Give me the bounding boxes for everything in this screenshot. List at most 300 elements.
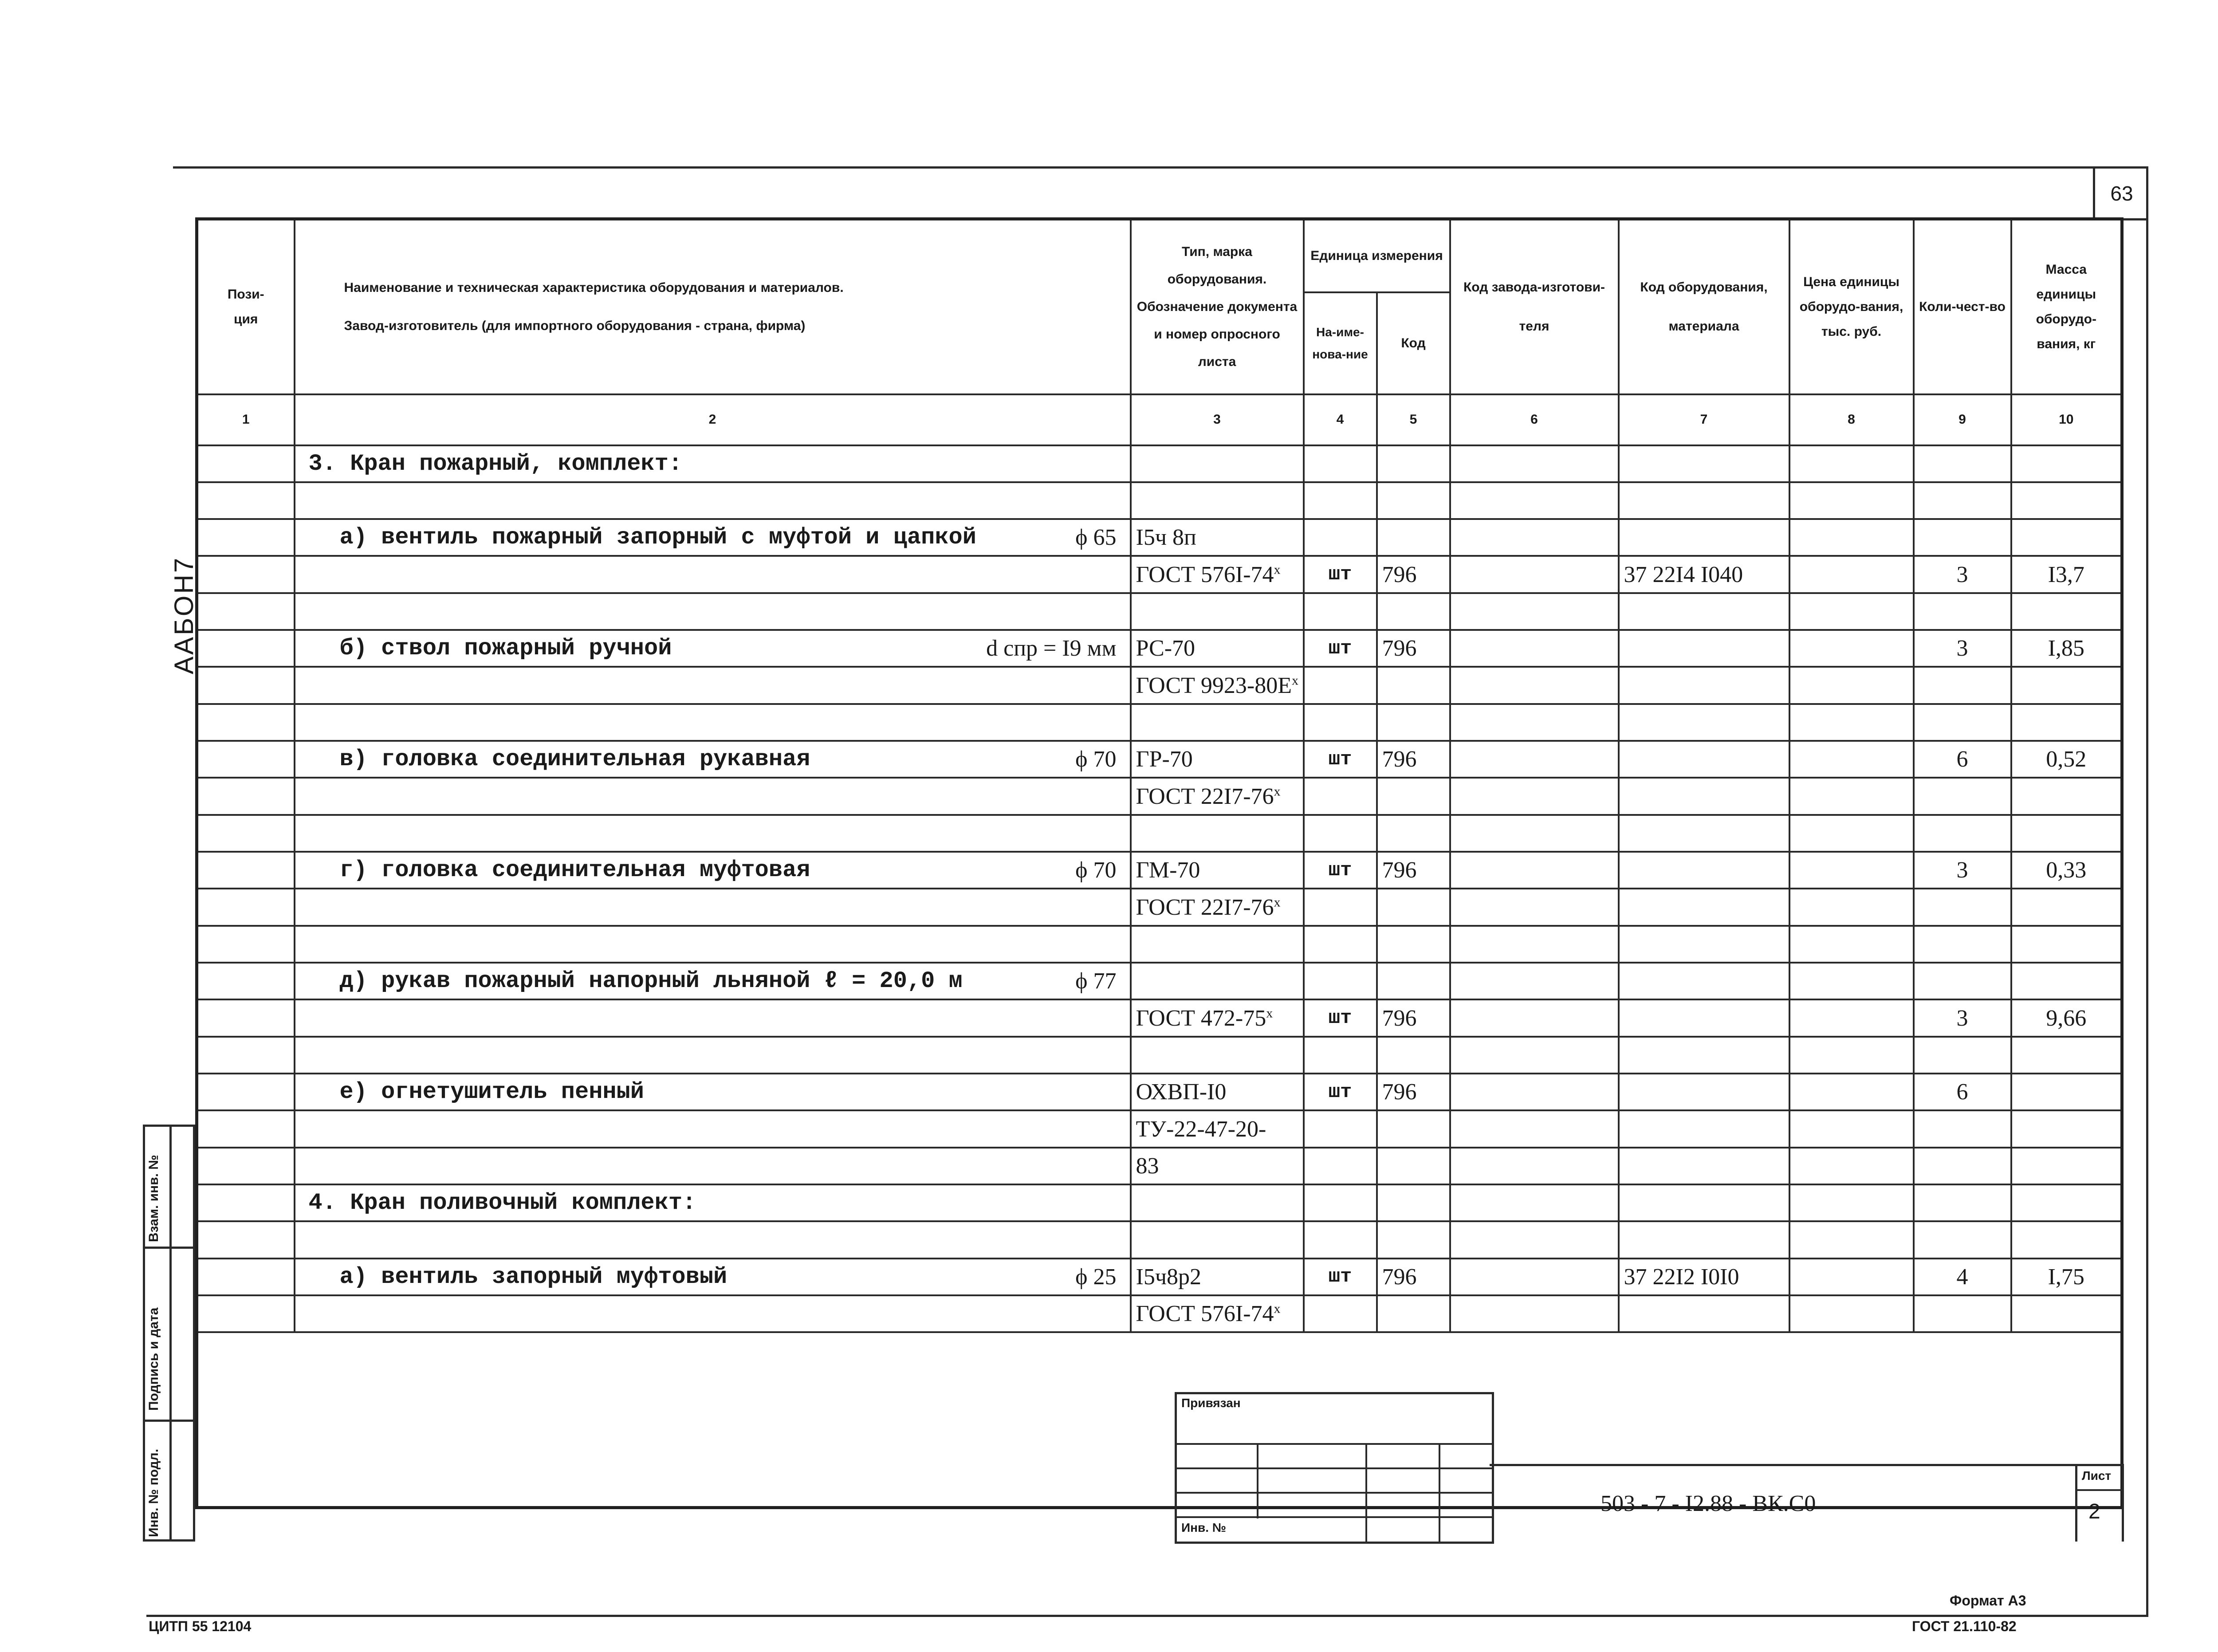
cell-name bbox=[295, 963, 1131, 999]
cell-name bbox=[295, 630, 1131, 667]
album-code: ААБОН7 bbox=[169, 556, 199, 674]
cell-unit-code: 796 bbox=[1377, 1259, 1450, 1295]
cell-price bbox=[1789, 1184, 1914, 1221]
stamp-designation: 503 - 7 - I2.88 - ВК.С0 bbox=[1601, 1491, 1816, 1516]
item-dimension: ϕ 70 bbox=[1075, 747, 1117, 772]
cell-equipment-code bbox=[1619, 630, 1789, 667]
cell-position bbox=[197, 667, 295, 704]
cell-quantity bbox=[1914, 815, 2011, 852]
cell-equipment-code bbox=[1619, 963, 1789, 999]
cell-mass bbox=[2011, 815, 2122, 852]
cell-unit-name: шт bbox=[1304, 556, 1377, 593]
table-row bbox=[197, 667, 2122, 704]
cell-position bbox=[197, 1110, 295, 1147]
cell-manufacturer-code bbox=[1450, 852, 1619, 889]
cell-price bbox=[1789, 1037, 1914, 1074]
cell-name bbox=[295, 1148, 1131, 1184]
colnum-8: 8 bbox=[1789, 394, 1914, 445]
cell-unit-code: 796 bbox=[1377, 741, 1450, 778]
item-type-superscript: x bbox=[1274, 784, 1281, 799]
cell-name bbox=[295, 1259, 1131, 1295]
cell-price bbox=[1789, 1110, 1914, 1147]
cell-equipment-code bbox=[1619, 1148, 1789, 1184]
cell-price bbox=[1789, 519, 1914, 556]
cell-mass bbox=[2011, 1074, 2122, 1110]
cell-manufacturer-code bbox=[1450, 1148, 1619, 1184]
colnum-5: 5 bbox=[1377, 394, 1450, 445]
item-dimension: ϕ 77 bbox=[1075, 968, 1117, 994]
table-row bbox=[197, 1221, 2122, 1258]
cell-quantity bbox=[1914, 1184, 2011, 1221]
cell-unit-code bbox=[1377, 1110, 1450, 1147]
cell-quantity: 6 bbox=[1914, 1074, 2011, 1110]
cell-price bbox=[1789, 593, 1914, 630]
header-equipment-code: Код оборудования, материала bbox=[1619, 219, 1789, 394]
cell-equipment-code bbox=[1619, 741, 1789, 778]
stamp-line-1 bbox=[1177, 1443, 1492, 1445]
cell-equipment-code bbox=[1619, 704, 1789, 741]
table-row bbox=[197, 1295, 2122, 1332]
cell-name bbox=[295, 889, 1131, 925]
stamp-sheet-value: 2 bbox=[2088, 1500, 2100, 1523]
cell-position bbox=[197, 593, 295, 630]
cell-mass bbox=[2011, 889, 2122, 925]
cell-mass: I,85 bbox=[2011, 630, 2122, 667]
table-row bbox=[197, 1074, 2122, 1110]
cell-name bbox=[295, 1221, 1131, 1258]
cell-quantity bbox=[1914, 593, 2011, 630]
cell-name bbox=[295, 704, 1131, 741]
cell-manufacturer-code bbox=[1450, 999, 1619, 1036]
cell-manufacturer-code bbox=[1450, 963, 1619, 999]
cell-position bbox=[197, 1295, 295, 1332]
cell-position bbox=[197, 630, 295, 667]
item-type-superscript: x bbox=[1274, 562, 1281, 577]
cell-type bbox=[1131, 519, 1304, 556]
cell-mass bbox=[2011, 1148, 2122, 1184]
cell-mass bbox=[2011, 593, 2122, 630]
cell-position bbox=[197, 1074, 295, 1110]
cell-equipment-code bbox=[1619, 889, 1789, 925]
cell-quantity bbox=[1914, 704, 2011, 741]
cell-price bbox=[1789, 778, 1914, 814]
colnum-9: 9 bbox=[1914, 394, 2011, 445]
cell-mass bbox=[2011, 926, 2122, 963]
cell-quantity bbox=[1914, 1148, 2011, 1184]
cell-position bbox=[197, 778, 295, 814]
cell-name bbox=[295, 852, 1131, 889]
cell-price bbox=[1789, 963, 1914, 999]
strip-divider-2 bbox=[145, 1420, 193, 1422]
cell-equipment-code bbox=[1619, 1184, 1789, 1221]
cell-manufacturer-code bbox=[1450, 556, 1619, 593]
cell-manufacturer-code bbox=[1450, 482, 1619, 519]
cell-equipment-code bbox=[1619, 999, 1789, 1036]
cell-manufacturer-code bbox=[1450, 519, 1619, 556]
strip-divider-1 bbox=[145, 1247, 193, 1249]
cell-unit-code: 796 bbox=[1377, 852, 1450, 889]
cell-position bbox=[197, 519, 295, 556]
cell-unit-code bbox=[1377, 1295, 1450, 1332]
cell-unit-code bbox=[1377, 445, 1450, 482]
cell-type bbox=[1131, 593, 1304, 630]
colnum-3: 3 bbox=[1131, 394, 1304, 445]
cell-manufacturer-code bbox=[1450, 1110, 1619, 1147]
cell-position bbox=[197, 1184, 295, 1221]
header-position: Пози- ция bbox=[197, 219, 295, 394]
item-type: I5ч 8п bbox=[1136, 525, 1196, 551]
cell-position bbox=[197, 889, 295, 925]
cell-equipment-code: 37 22I4 I040 bbox=[1619, 556, 1789, 593]
table-row bbox=[197, 482, 2122, 519]
cell-unit-name bbox=[1304, 815, 1377, 852]
cell-quantity bbox=[1914, 482, 2011, 519]
cell-position bbox=[197, 482, 295, 519]
cell-type bbox=[1131, 1295, 1304, 1332]
cell-mass: 0,52 bbox=[2011, 741, 2122, 778]
cell-position bbox=[197, 963, 295, 999]
cell-manufacturer-code bbox=[1450, 1259, 1619, 1295]
cell-quantity bbox=[1914, 926, 2011, 963]
table-row bbox=[197, 704, 2122, 741]
table-row bbox=[197, 926, 2122, 963]
cell-mass bbox=[2011, 1184, 2122, 1221]
item-type: I5ч8р2 bbox=[1136, 1264, 1201, 1290]
cell-price bbox=[1789, 630, 1914, 667]
cell-quantity: 3 bbox=[1914, 852, 2011, 889]
frame-right-line bbox=[2146, 166, 2148, 1617]
table-row bbox=[197, 1110, 2122, 1147]
stamp-inv-label: Инв. № bbox=[1181, 1521, 1227, 1534]
cell-unit-code bbox=[1377, 1184, 1450, 1221]
cell-name bbox=[295, 741, 1131, 778]
sheet-number-box bbox=[2093, 169, 2148, 220]
cell-type bbox=[1131, 630, 1304, 667]
cell-mass: 0,33 bbox=[2011, 852, 2122, 889]
cell-type bbox=[1131, 667, 1304, 704]
cell-price bbox=[1789, 1221, 1914, 1258]
item-type: ГМ-70 bbox=[1136, 857, 1200, 883]
cell-unit-name bbox=[1304, 1295, 1377, 1332]
stamp-vline-2 bbox=[1365, 1443, 1367, 1542]
cell-mass bbox=[2011, 778, 2122, 814]
cell-unit-name bbox=[1304, 667, 1377, 704]
cell-mass bbox=[2011, 704, 2122, 741]
cell-manufacturer-code bbox=[1450, 445, 1619, 482]
cell-quantity bbox=[1914, 778, 2011, 814]
frame-bottom-line bbox=[146, 1615, 2148, 1617]
cell-mass bbox=[2011, 482, 2122, 519]
cell-manufacturer-code bbox=[1450, 926, 1619, 963]
cell-type bbox=[1131, 926, 1304, 963]
cell-unit-name bbox=[1304, 1037, 1377, 1074]
cell-unit-code bbox=[1377, 889, 1450, 925]
cell-unit-code bbox=[1377, 815, 1450, 852]
cell-type bbox=[1131, 741, 1304, 778]
cell-price bbox=[1789, 667, 1914, 704]
cell-manufacturer-code bbox=[1450, 1221, 1619, 1258]
table-row bbox=[197, 852, 2122, 889]
cell-price bbox=[1789, 889, 1914, 925]
cell-unit-name: шт bbox=[1304, 999, 1377, 1036]
cell-equipment-code bbox=[1619, 1110, 1789, 1147]
cell-price bbox=[1789, 815, 1914, 852]
cell-name bbox=[295, 815, 1131, 852]
cell-unit-code bbox=[1377, 963, 1450, 999]
cell-unit-code bbox=[1377, 519, 1450, 556]
cell-manufacturer-code bbox=[1450, 1184, 1619, 1221]
item-name: а) вентиль пожарный запорный с муфтой и цапкой bbox=[339, 524, 976, 551]
cell-price bbox=[1789, 1259, 1914, 1295]
cell-manufacturer-code bbox=[1450, 704, 1619, 741]
cell-unit-code bbox=[1377, 1221, 1450, 1258]
stamp-line-4 bbox=[1177, 1516, 1492, 1518]
cell-name bbox=[295, 667, 1131, 704]
table-row bbox=[197, 445, 2122, 482]
item-name: е) огнетушитель пенный bbox=[339, 1079, 645, 1105]
item-name: 3. Кран пожарный, комплект: bbox=[308, 450, 683, 477]
item-type-superscript: x bbox=[1274, 895, 1281, 910]
stamp-vline-1 bbox=[1257, 1443, 1258, 1518]
label-podpis-data: Подпись и дата bbox=[146, 1307, 161, 1411]
cell-quantity: 3 bbox=[1914, 556, 2011, 593]
cell-manufacturer-code bbox=[1450, 889, 1619, 925]
cell-price bbox=[1789, 926, 1914, 963]
stamp-line-3 bbox=[1177, 1492, 1492, 1494]
cell-type bbox=[1131, 1110, 1304, 1147]
cell-equipment-code bbox=[1619, 1074, 1789, 1110]
cell-equipment-code bbox=[1619, 1295, 1789, 1332]
header-unit-price: Цена единицы оборудо-вания, тыс. руб. bbox=[1789, 219, 1914, 394]
cell-unit-code: 796 bbox=[1377, 630, 1450, 667]
specification-body bbox=[197, 445, 2122, 1333]
cell-name bbox=[295, 1295, 1131, 1332]
item-type: ОХВП-I0 bbox=[1136, 1079, 1227, 1105]
cell-equipment-code bbox=[1619, 815, 1789, 852]
cell-quantity: 3 bbox=[1914, 999, 2011, 1036]
cell-mass: I,75 bbox=[2011, 1259, 2122, 1295]
cell-position bbox=[197, 704, 295, 741]
cell-quantity bbox=[1914, 1110, 2011, 1147]
header-type: Тип, марка оборудования. Обозначение документа и номер опросного листа bbox=[1131, 219, 1304, 394]
header-manufacturer-code: Код завода-изготови-теля bbox=[1450, 219, 1619, 394]
cell-unit-name bbox=[1304, 1148, 1377, 1184]
cell-unit-name bbox=[1304, 704, 1377, 741]
cell-unit-code bbox=[1377, 667, 1450, 704]
cell-equipment-code bbox=[1619, 593, 1789, 630]
item-name: 4. Кран поливочный комплект: bbox=[308, 1190, 696, 1216]
cell-price bbox=[1789, 741, 1914, 778]
table-row bbox=[197, 889, 2122, 925]
cell-unit-code bbox=[1377, 704, 1450, 741]
table-row bbox=[197, 630, 2122, 667]
header-unit-group: Единица измерения bbox=[1304, 219, 1450, 292]
item-type: ГОСТ 472-75 bbox=[1136, 1005, 1266, 1031]
cell-unit-name bbox=[1304, 519, 1377, 556]
cell-type bbox=[1131, 445, 1304, 482]
cell-quantity bbox=[1914, 963, 2011, 999]
item-dimension: ϕ 25 bbox=[1075, 1264, 1117, 1290]
cell-equipment-code bbox=[1619, 778, 1789, 814]
table-row bbox=[197, 556, 2122, 593]
cell-mass: 9,66 bbox=[2011, 999, 2122, 1036]
cell-name bbox=[295, 778, 1131, 814]
stamp-privyazan-box bbox=[1175, 1392, 1494, 1544]
cell-unit-name bbox=[1304, 963, 1377, 999]
cell-mass bbox=[2011, 1295, 2122, 1332]
cell-equipment-code bbox=[1619, 926, 1789, 963]
cell-unit-code bbox=[1377, 926, 1450, 963]
cell-unit-code bbox=[1377, 1037, 1450, 1074]
cell-price bbox=[1789, 704, 1914, 741]
cell-name bbox=[295, 1037, 1131, 1074]
cell-price bbox=[1789, 1148, 1914, 1184]
colnum-4: 4 bbox=[1304, 394, 1377, 445]
colnum-10: 10 bbox=[2011, 394, 2122, 445]
item-type: ГОСТ 9923-80Е bbox=[1136, 673, 1292, 698]
cell-quantity: 3 bbox=[1914, 630, 2011, 667]
sheet-box-vline bbox=[2075, 1466, 2077, 1542]
cell-price bbox=[1789, 1074, 1914, 1110]
cell-manufacturer-code bbox=[1450, 815, 1619, 852]
cell-price bbox=[1789, 1295, 1914, 1332]
cell-equipment-code bbox=[1619, 519, 1789, 556]
colnum-7: 7 bbox=[1619, 394, 1789, 445]
cell-unit-code: 796 bbox=[1377, 999, 1450, 1036]
stamp-vline-3 bbox=[1439, 1443, 1440, 1542]
header-quantity: Коли-чест-во bbox=[1914, 219, 2011, 394]
item-name: а) вентиль запорный муфтовый bbox=[339, 1263, 728, 1290]
cell-manufacturer-code bbox=[1450, 741, 1619, 778]
cell-position bbox=[197, 1259, 295, 1295]
cell-unit-code bbox=[1377, 778, 1450, 814]
cell-quantity bbox=[1914, 445, 2011, 482]
cell-equipment-code bbox=[1619, 445, 1789, 482]
table-row bbox=[197, 519, 2122, 556]
cell-type bbox=[1131, 704, 1304, 741]
cell-unit-name: шт bbox=[1304, 741, 1377, 778]
item-dimension: ϕ 65 bbox=[1075, 525, 1117, 551]
cell-unit-name bbox=[1304, 889, 1377, 925]
item-type-superscript: x bbox=[1274, 1301, 1281, 1316]
colnum-1: 1 bbox=[197, 394, 295, 445]
cell-name bbox=[295, 1184, 1131, 1221]
footer-format: Формат А3 bbox=[1950, 1593, 2026, 1609]
cell-type bbox=[1131, 999, 1304, 1036]
label-vzam-inv: Взам. инв. № bbox=[146, 1155, 161, 1242]
item-type: ГОСТ 576I-74 bbox=[1136, 562, 1274, 587]
table-row bbox=[197, 1037, 2122, 1074]
table-row bbox=[197, 815, 2122, 852]
stamp-title-box bbox=[1490, 1464, 2124, 1542]
specification-table bbox=[195, 217, 2124, 1509]
colnum-2: 2 bbox=[295, 394, 1131, 445]
footer-left: ЦИТП 55 12104 bbox=[149, 1618, 252, 1634]
cell-position bbox=[197, 1148, 295, 1184]
item-type: РС-70 bbox=[1136, 636, 1196, 661]
column-number-row bbox=[197, 394, 2122, 445]
cell-unit-name bbox=[1304, 1184, 1377, 1221]
cell-manufacturer-code bbox=[1450, 1295, 1619, 1332]
cell-quantity bbox=[1914, 1037, 2011, 1074]
cell-mass bbox=[2011, 963, 2122, 999]
item-type: ГОСТ 22I7-76 bbox=[1136, 783, 1274, 809]
cell-unit-name: шт bbox=[1304, 1074, 1377, 1110]
item-type: ГОСТ 22I7-76 bbox=[1136, 894, 1274, 920]
cell-mass bbox=[2011, 519, 2122, 556]
cell-equipment-code bbox=[1619, 1221, 1789, 1258]
cell-mass bbox=[2011, 667, 2122, 704]
header-unit-mass: Масса единицы оборудо-вания, кг bbox=[2011, 219, 2122, 394]
cell-type bbox=[1131, 1184, 1304, 1221]
cell-price bbox=[1789, 556, 1914, 593]
cell-manufacturer-code bbox=[1450, 630, 1619, 667]
cell-name bbox=[295, 926, 1131, 963]
table-row bbox=[197, 1148, 2122, 1184]
cell-name bbox=[295, 593, 1131, 630]
table-row bbox=[197, 593, 2122, 630]
cell-manufacturer-code bbox=[1450, 593, 1619, 630]
frame-top-line bbox=[173, 166, 2147, 169]
cell-name bbox=[295, 445, 1131, 482]
item-name: в) головка соединительная рукавная bbox=[339, 746, 810, 773]
item-name: д) рукав пожарный напорный льняной ℓ = 20,0 м bbox=[339, 968, 963, 995]
cell-manufacturer-code bbox=[1450, 1074, 1619, 1110]
cell-position bbox=[197, 852, 295, 889]
cell-unit-name bbox=[1304, 445, 1377, 482]
cell-type bbox=[1131, 1221, 1304, 1258]
cell-name bbox=[295, 519, 1131, 556]
cell-manufacturer-code bbox=[1450, 667, 1619, 704]
cell-name bbox=[295, 556, 1131, 593]
cell-unit-code bbox=[1377, 482, 1450, 519]
cell-quantity: 4 bbox=[1914, 1259, 2011, 1295]
cell-position bbox=[197, 556, 295, 593]
cell-equipment-code: 37 22I2 I0I0 bbox=[1619, 1259, 1789, 1295]
cell-unit-name bbox=[1304, 1110, 1377, 1147]
cell-name bbox=[295, 1074, 1131, 1110]
cell-name bbox=[295, 999, 1131, 1036]
cell-name bbox=[295, 1110, 1131, 1147]
header-unit-name: На-име-нова-ние bbox=[1304, 292, 1377, 394]
header-name-line2: Завод-изготовитель (для импортного оборудования - страна, фирма) bbox=[344, 318, 806, 333]
header-name-line1: Наименование и техническая характеристика оборудования и материалов. bbox=[344, 280, 844, 295]
item-name: б) ствол пожарный ручной bbox=[339, 635, 672, 662]
cell-price bbox=[1789, 445, 1914, 482]
cell-mass bbox=[2011, 1110, 2122, 1147]
table-row bbox=[197, 1259, 2122, 1295]
cell-position bbox=[197, 926, 295, 963]
table-row bbox=[197, 963, 2122, 999]
colnum-6: 6 bbox=[1450, 394, 1619, 445]
cell-position bbox=[197, 999, 295, 1036]
sheet-box-hline bbox=[2075, 1489, 2122, 1491]
cell-price bbox=[1789, 999, 1914, 1036]
cell-quantity bbox=[1914, 1221, 2011, 1258]
item-type: ГР-70 bbox=[1136, 747, 1193, 772]
cell-mass bbox=[2011, 445, 2122, 482]
cell-price bbox=[1789, 482, 1914, 519]
table-row bbox=[197, 1184, 2122, 1221]
cell-quantity bbox=[1914, 1295, 2011, 1332]
cell-mass bbox=[2011, 1221, 2122, 1258]
cell-position bbox=[197, 1037, 295, 1074]
cell-equipment-code bbox=[1619, 667, 1789, 704]
sheet-number-top: 63 bbox=[2110, 182, 2133, 205]
stamp-line-2 bbox=[1177, 1467, 1492, 1469]
cell-equipment-code bbox=[1619, 482, 1789, 519]
item-dimension: ϕ 70 bbox=[1075, 857, 1117, 883]
